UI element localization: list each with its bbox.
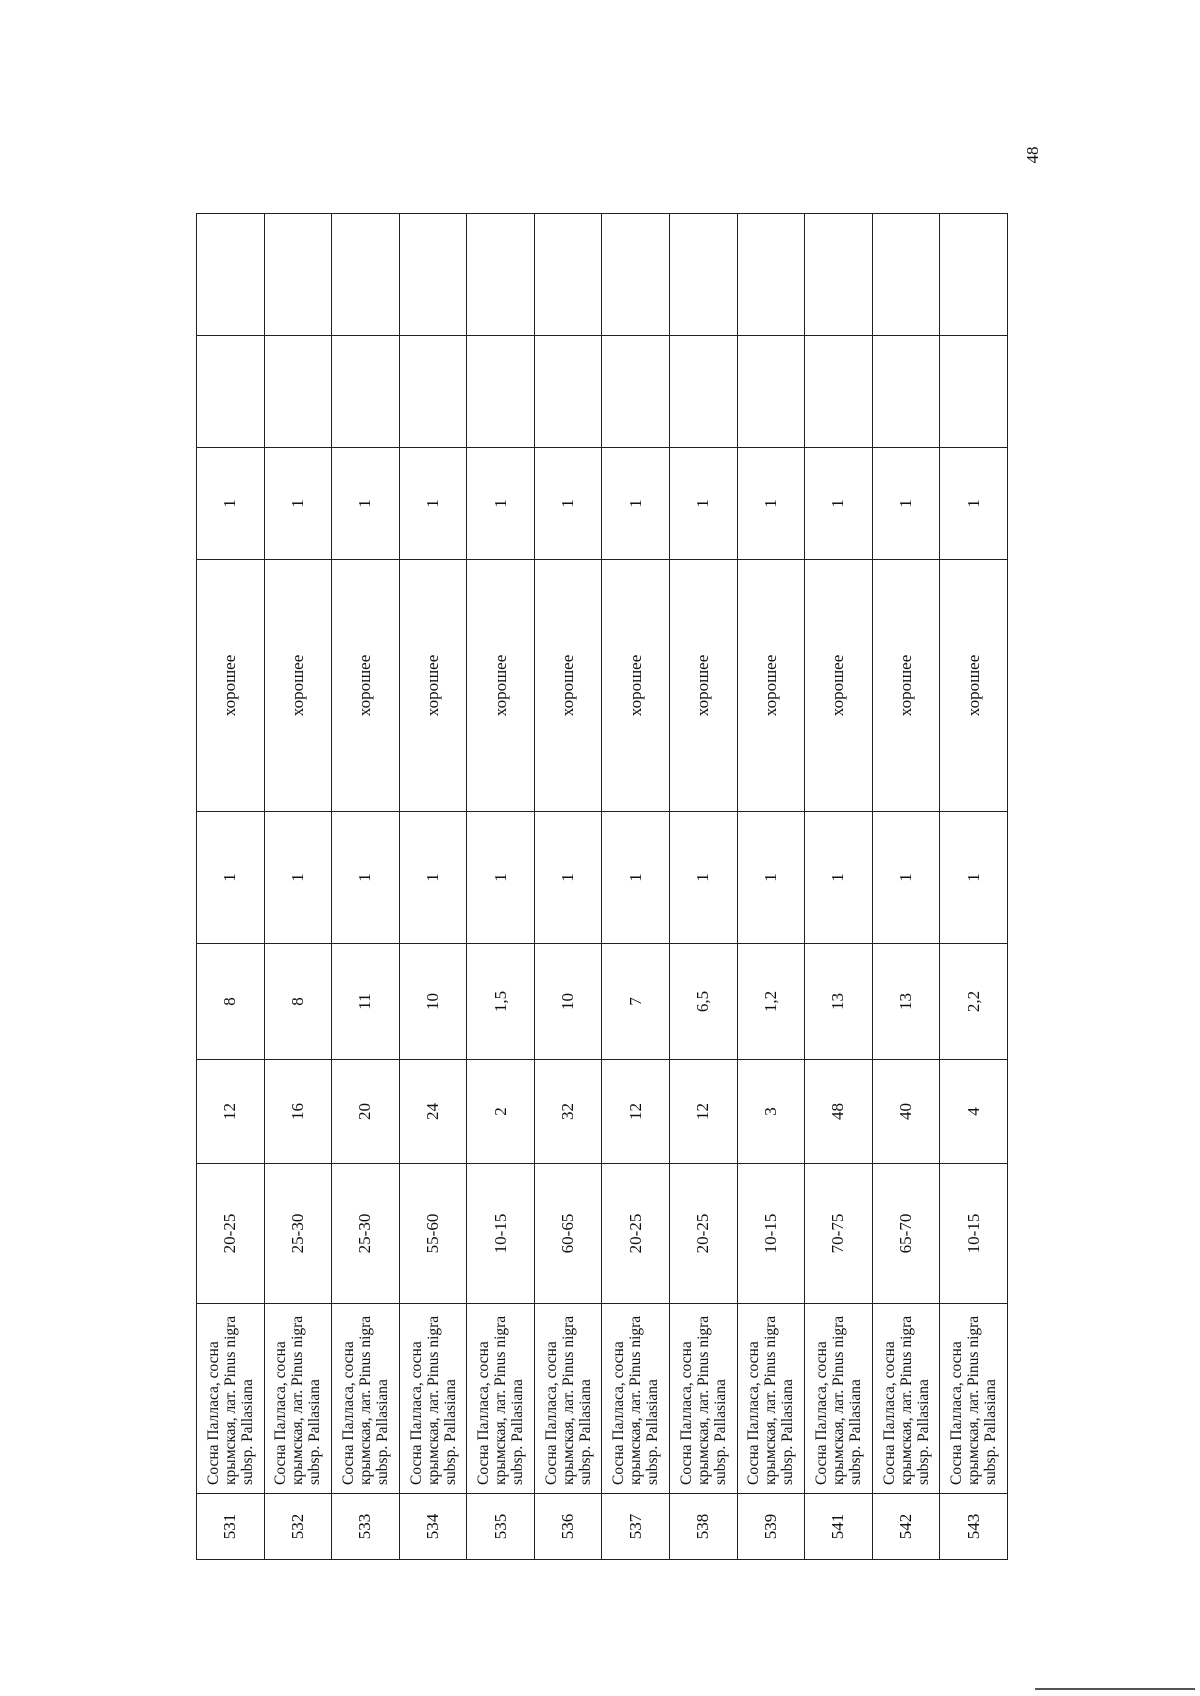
quantity-cell: 1 (805, 448, 873, 560)
age-cell: 65-70 (872, 1164, 940, 1304)
diameter-cell: 3 (737, 1060, 805, 1164)
row-number-cell: 531 (197, 1494, 265, 1560)
empty-cell (602, 214, 670, 336)
table-row (805, 214, 873, 1560)
condition-cell: хорошее (737, 560, 805, 812)
species-cell: Сосна Палласа, сосна крымская, лат. Pinus nigra subsp. Pallasiana (602, 1304, 670, 1494)
quantity-cell: 1 (940, 448, 1008, 560)
age-cell: 25-30 (332, 1164, 400, 1304)
quantity-cell: 1 (872, 448, 940, 560)
table-row (602, 214, 670, 1560)
condition-cell: хорошее (670, 560, 738, 812)
condition-cell: хорошее (602, 560, 670, 812)
diameter-cell: 20 (332, 1060, 400, 1164)
age-cell: 25-30 (264, 1164, 332, 1304)
empty-cell (805, 214, 873, 336)
table-row (872, 214, 940, 1560)
height-cell: 13 (872, 944, 940, 1060)
height-cell: 8 (264, 944, 332, 1060)
quantity-cell: 1 (264, 448, 332, 560)
condition-cell: хорошее (534, 560, 602, 812)
diameter-cell: 32 (534, 1060, 602, 1164)
empty-cell (534, 214, 602, 336)
condition-cell: хорошее (399, 560, 467, 812)
condition-cell: хорошее (872, 560, 940, 812)
empty-cell (602, 336, 670, 448)
empty-cell (197, 336, 265, 448)
empty-cell (467, 336, 535, 448)
diameter-cell: 12 (197, 1060, 265, 1164)
height-cell: 10 (534, 944, 602, 1060)
count-cell: 1 (940, 812, 1008, 944)
row-number-cell: 535 (467, 1494, 535, 1560)
table-container (196, 214, 1008, 1560)
empty-cell (670, 214, 738, 336)
empty-cell (737, 214, 805, 336)
empty-cell (534, 336, 602, 448)
empty-cell (467, 214, 535, 336)
condition-cell: хорошее (332, 560, 400, 812)
height-cell: 6,5 (670, 944, 738, 1060)
height-cell: 2,2 (940, 944, 1008, 1060)
count-cell: 1 (534, 812, 602, 944)
table-row (467, 214, 535, 1560)
age-cell: 10-15 (467, 1164, 535, 1304)
table-row (737, 214, 805, 1560)
footer-rule (1035, 1688, 1195, 1690)
diameter-cell: 12 (670, 1060, 738, 1164)
condition-cell: хорошее (805, 560, 873, 812)
diameter-cell: 4 (940, 1060, 1008, 1164)
row-number-cell: 537 (602, 1494, 670, 1560)
height-cell: 13 (805, 944, 873, 1060)
height-cell: 10 (399, 944, 467, 1060)
height-cell: 1,2 (737, 944, 805, 1060)
condition-cell: хорошее (197, 560, 265, 812)
empty-cell (737, 336, 805, 448)
age-cell: 55-60 (399, 1164, 467, 1304)
empty-cell (399, 214, 467, 336)
species-cell: Сосна Палласа, сосна крымская, лат. Pinus nigra subsp. Pallasiana (264, 1304, 332, 1494)
species-cell: Сосна Палласа, сосна крымская, лат. Pinus nigra subsp. Pallasiana (332, 1304, 400, 1494)
quantity-cell: 1 (737, 448, 805, 560)
row-number-cell: 536 (534, 1494, 602, 1560)
height-cell: 8 (197, 944, 265, 1060)
species-cell: Сосна Палласа, сосна крымская, лат. Pinus nigra subsp. Pallasiana (399, 1304, 467, 1494)
age-cell: 60-65 (534, 1164, 602, 1304)
count-cell: 1 (467, 812, 535, 944)
age-cell: 20-25 (670, 1164, 738, 1304)
species-cell: Сосна Палласа, сосна крымская, лат. Pinus nigra subsp. Pallasiana (737, 1304, 805, 1494)
table-row (332, 214, 400, 1560)
empty-cell (264, 214, 332, 336)
condition-cell: хорошее (467, 560, 535, 812)
empty-cell (264, 336, 332, 448)
row-number-cell: 543 (940, 1494, 1008, 1560)
empty-cell (332, 336, 400, 448)
empty-cell (872, 336, 940, 448)
diameter-cell: 24 (399, 1060, 467, 1164)
age-cell: 20-25 (602, 1164, 670, 1304)
quantity-cell: 1 (197, 448, 265, 560)
row-number-cell: 534 (399, 1494, 467, 1560)
count-cell: 1 (737, 812, 805, 944)
species-cell: Сосна Палласа, сосна крымская, лат. Pinus nigra subsp. Pallasiana (467, 1304, 535, 1494)
row-number-cell: 542 (872, 1494, 940, 1560)
page-number: 48 (1023, 146, 1042, 164)
empty-cell (670, 336, 738, 448)
quantity-cell: 1 (332, 448, 400, 560)
quantity-cell: 1 (399, 448, 467, 560)
species-cell: Сосна Палласа, сосна крымская, лат. Pinus nigra subsp. Pallasiana (805, 1304, 873, 1494)
table-row (399, 214, 467, 1560)
height-cell: 1,5 (467, 944, 535, 1060)
species-cell: Сосна Палласа, сосна крымская, лат. Pinus nigra subsp. Pallasiana (534, 1304, 602, 1494)
height-cell: 11 (332, 944, 400, 1060)
count-cell: 1 (197, 812, 265, 944)
species-cell: Сосна Палласа, сосна крымская, лат. Pinus nigra subsp. Pallasiana (197, 1304, 265, 1494)
count-cell: 1 (670, 812, 738, 944)
quantity-cell: 1 (602, 448, 670, 560)
tree-inventory-table (196, 213, 1008, 1560)
quantity-cell: 1 (467, 448, 535, 560)
empty-cell (197, 214, 265, 336)
diameter-cell: 40 (872, 1060, 940, 1164)
empty-cell (940, 214, 1008, 336)
diameter-cell: 12 (602, 1060, 670, 1164)
table-body (197, 214, 1008, 1560)
age-cell: 20-25 (197, 1164, 265, 1304)
empty-cell (805, 336, 873, 448)
table-row (940, 214, 1008, 1560)
count-cell: 1 (264, 812, 332, 944)
age-cell: 10-15 (737, 1164, 805, 1304)
row-number-cell: 533 (332, 1494, 400, 1560)
row-number-cell: 539 (737, 1494, 805, 1560)
species-cell: Сосна Палласа, сосна крымская, лат. Pinus nigra subsp. Pallasiana (670, 1304, 738, 1494)
quantity-cell: 1 (534, 448, 602, 560)
rotated-table-frame (196, 214, 1008, 1560)
count-cell: 1 (872, 812, 940, 944)
species-cell: Сосна Палласа, сосна крымская, лат. Pinus nigra subsp. Pallasiana (872, 1304, 940, 1494)
age-cell: 10-15 (940, 1164, 1008, 1304)
height-cell: 7 (602, 944, 670, 1060)
table-row (197, 214, 265, 1560)
count-cell: 1 (602, 812, 670, 944)
count-cell: 1 (399, 812, 467, 944)
table-row (670, 214, 738, 1560)
empty-cell (399, 336, 467, 448)
diameter-cell: 2 (467, 1060, 535, 1164)
diameter-cell: 16 (264, 1060, 332, 1164)
diameter-cell: 48 (805, 1060, 873, 1164)
species-cell: Сосна Палласа, сосна крымская, лат. Pinus nigra subsp. Pallasiana (940, 1304, 1008, 1494)
age-cell: 70-75 (805, 1164, 873, 1304)
table-row (264, 214, 332, 1560)
row-number-cell: 541 (805, 1494, 873, 1560)
count-cell: 1 (805, 812, 873, 944)
quantity-cell: 1 (670, 448, 738, 560)
empty-cell (872, 214, 940, 336)
row-number-cell: 538 (670, 1494, 738, 1560)
table-row (534, 214, 602, 1560)
condition-cell: хорошее (940, 560, 1008, 812)
count-cell: 1 (332, 812, 400, 944)
row-number-cell: 532 (264, 1494, 332, 1560)
empty-cell (332, 214, 400, 336)
empty-cell (940, 336, 1008, 448)
condition-cell: хорошее (264, 560, 332, 812)
